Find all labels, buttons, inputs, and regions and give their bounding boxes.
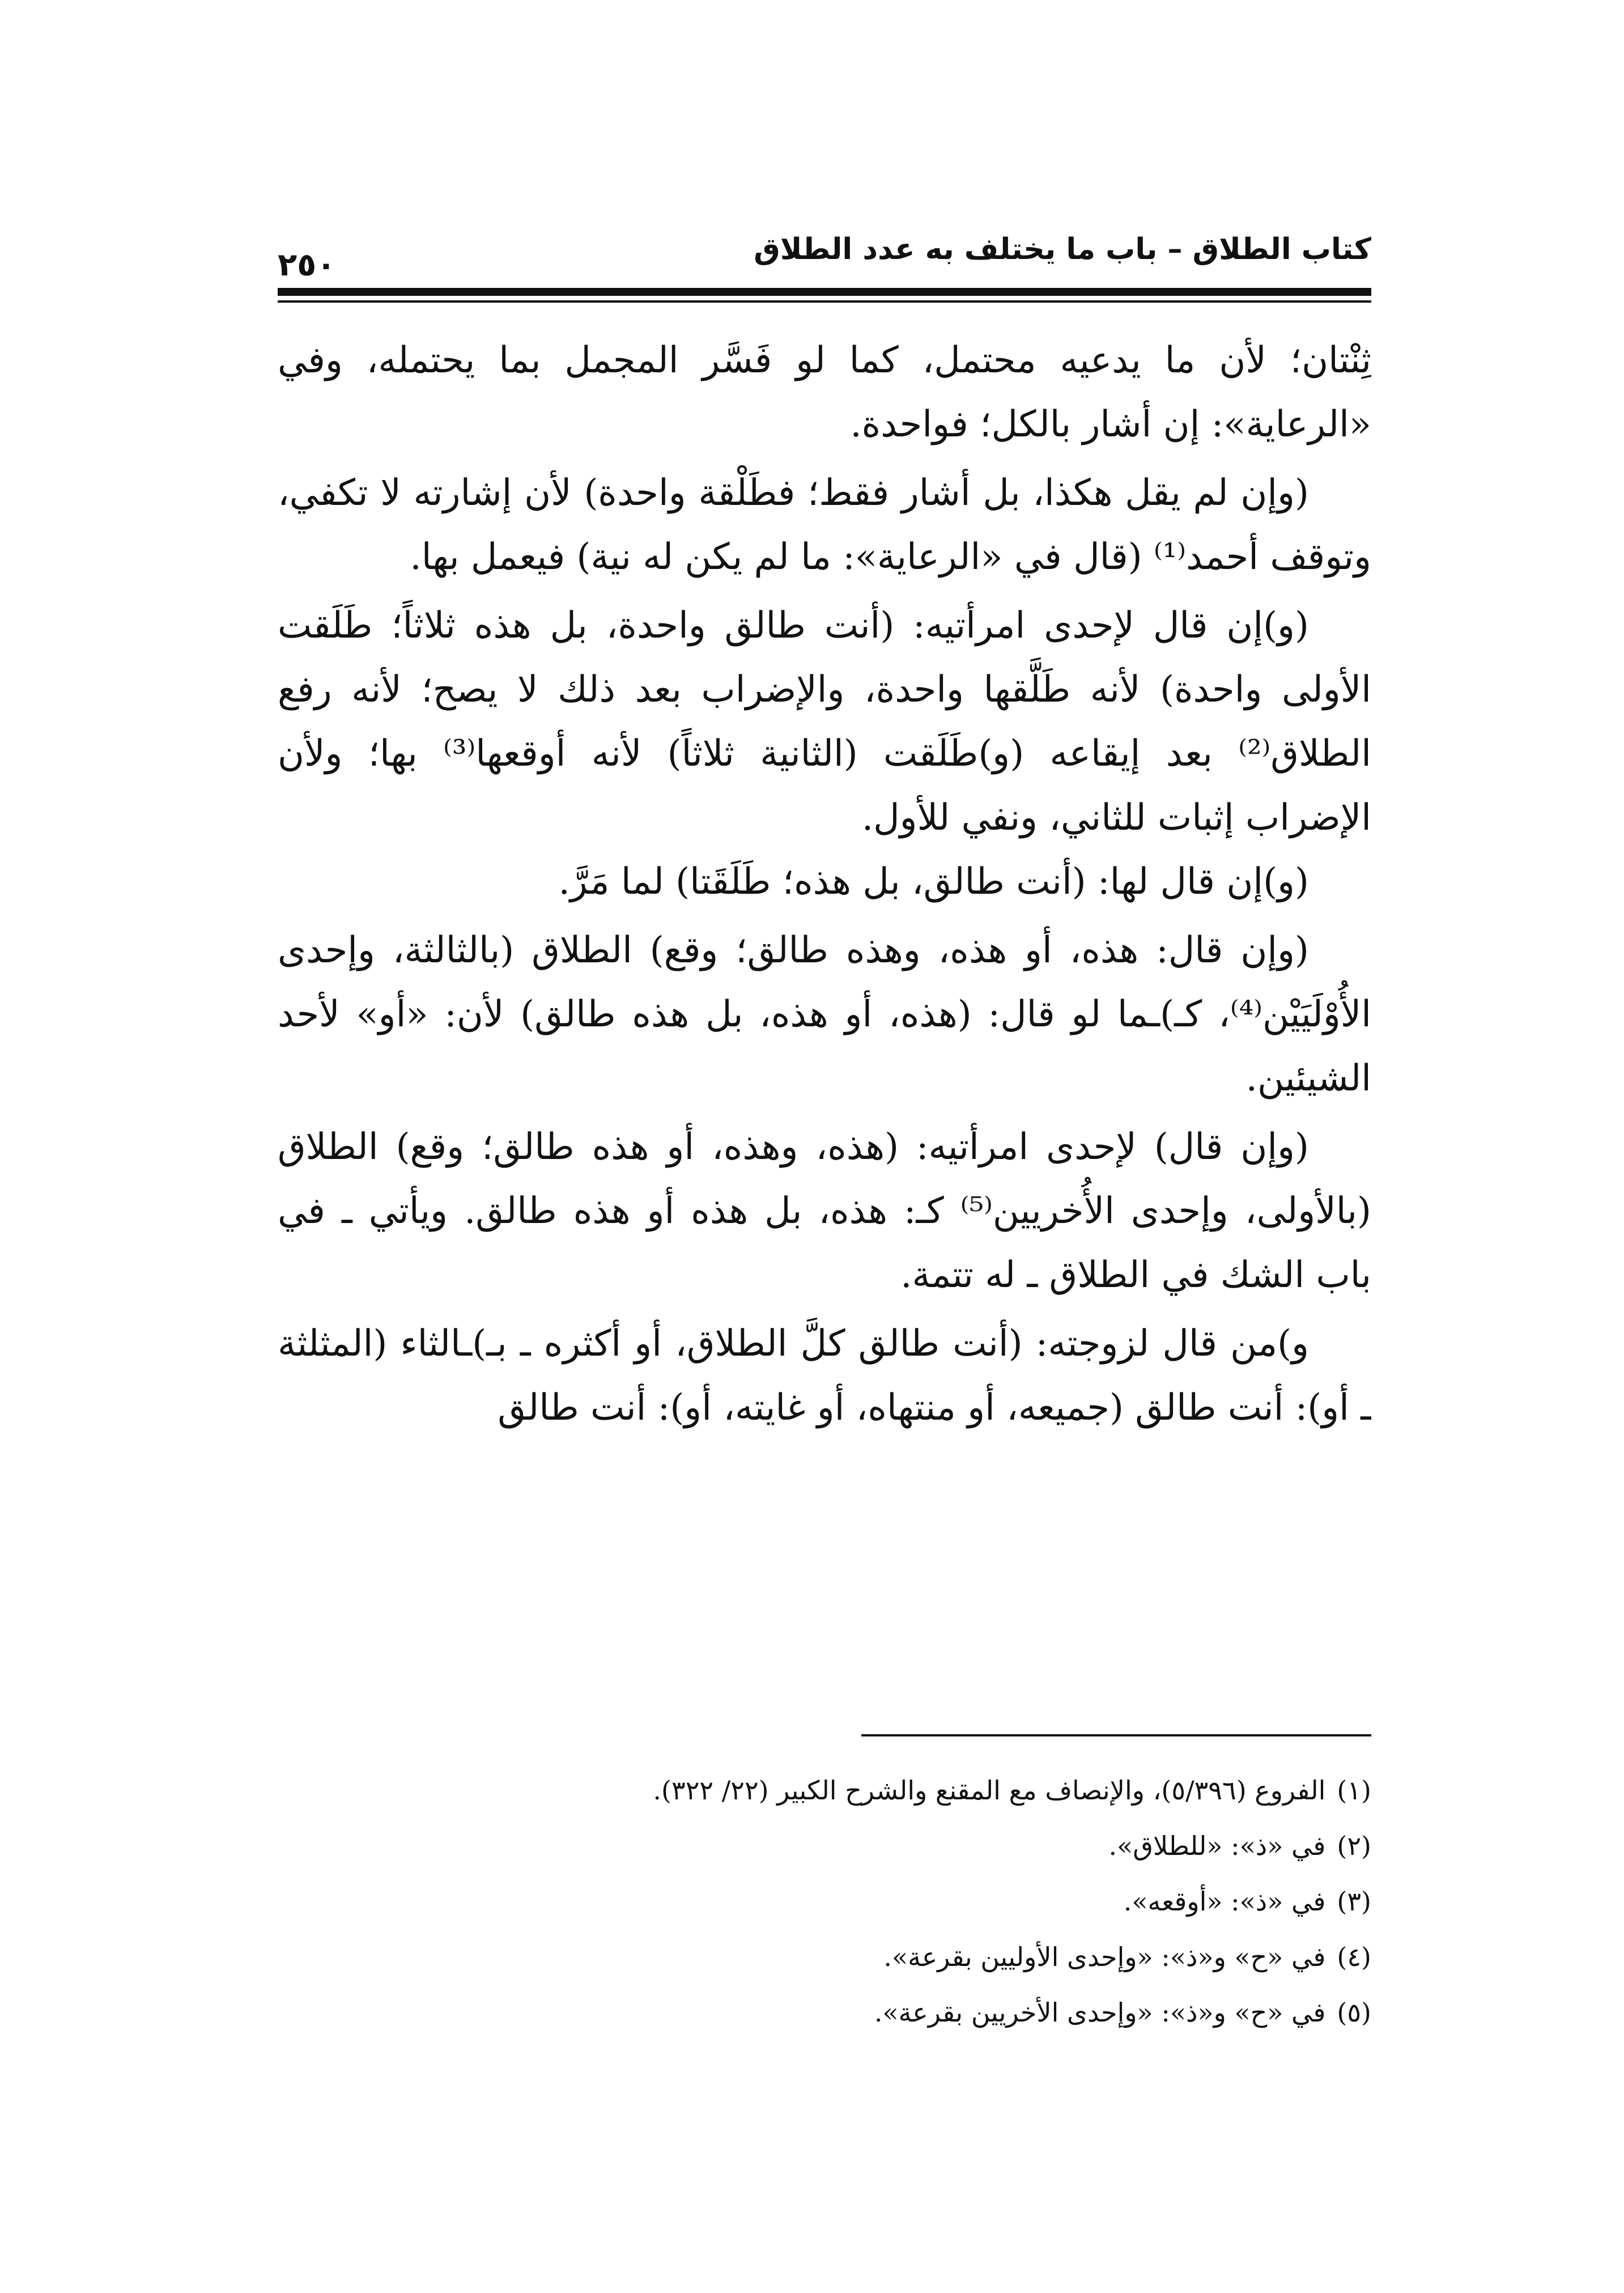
footnote [278, 1763, 1371, 1818]
header-rule-thick [278, 288, 1371, 296]
main-text [278, 329, 1371, 1661]
footnote-marker: (١) [1337, 1775, 1371, 1806]
chapter-title: كتاب الطلاق – باب ما يختلف به عدد الطلاق [754, 232, 1371, 266]
book-page [278, 215, 1371, 2086]
footnotes [278, 1763, 1371, 2040]
footnote-marker: (٥) [1337, 1997, 1371, 2028]
paragraph: و)من قال لزوجته: (أنت طالق كلَّ الطلاق، أو أكثره ـ بـ)ـالثاء (المثلثة ـ أو): أنت طالق (جميعه، أو منتهاه، أو غايته، أو): أنت طالق [278, 1323, 1371, 1429]
footnote-marker: (٣) [1337, 1886, 1371, 1917]
footnote-text: في «ح» و«ذ»: «وإحدى الأوليين بقرعة». [883, 1942, 1326, 1972]
footnote-marker: (٤) [1337, 1942, 1371, 1972]
footnote [278, 1874, 1371, 1929]
paragraph: (وإن قال: هذه، أو هذه، وهذه طالق؛ وقع) الطلاق (بالثالثة، وإحدى الأُوْلَيَيْن⁽⁴⁾، كـ)ـما لو قال: (هذه، أو هذه، بل هذه طالق) لأن: «أو» لأحد الشيئين. [278, 929, 1371, 1099]
paragraph: (وإن لم يقل هكذا، بل أشار فقط؛ فطَلْقة واحدة) لأن إشارته لا تكفي، وتوقف أحمد⁽¹⁾ (قال في «الرعاية»: ما لم يكن له نية) فيعمل بها. [278, 472, 1371, 578]
header-rule-thin [278, 300, 1371, 303]
footnote [278, 1929, 1371, 1985]
footnote [278, 1985, 1371, 2040]
footnote-text: في «ح» و«ذ»: «وإحدى الأخريين بقرعة». [874, 1997, 1326, 2028]
paragraph: ثِنْتان؛ لأن ما يدعيه محتمل، كما لو فَسَّر المجمل بما يحتمله، وفي «الرعاية»: إن أشار بالكل؛ فواحدة. [278, 339, 1371, 445]
paragraph: (و)إن قال لها: (أنت طالق، بل هذه؛ طَلَقَتا) لما مَرَّ. [558, 861, 1309, 903]
footnote-separator [861, 1734, 1371, 1736]
footnote-text: في «ذ»: «للطلاق». [1108, 1831, 1326, 1861]
running-header [278, 215, 1371, 300]
paragraph: (و)إن قال لإحدى امرأتيه: (أنت طالق واحدة، بل هذه ثلاثاً؛ طَلَقت الأولى واحدة) لأنه طَلَّقها واحدة، والإضراب بعد ذلك لا يصح؛ لأنه رفع الطلاق⁽²⁾ بعد إيقاعه (و)طَلَقت (الثانية ثلاثاً) لأنه أوقعها⁽³⁾ بها؛ ولأن الإضراب إثبات للثاني، ونفي للأول. [278, 605, 1371, 839]
footnote-text: الفروع (٥/٣٩٦)، والإنصاف مع المقنع والشرح الكبير (٢٢/ ٣٢٢). [653, 1775, 1326, 1806]
page-number: ٢٥٠ [278, 247, 336, 283]
footnote-text: في «ذ»: «أوقعه». [1123, 1886, 1326, 1917]
footnote [278, 1818, 1371, 1874]
footnote-marker: (٢) [1337, 1831, 1371, 1861]
paragraph: (وإن قال) لإحدى امرأتيه: (هذه، وهذه، أو هذه طالق؛ وقع) الطلاق (بالأولى، وإحدى الأُخريين⁽⁵⁾ كـ: هذه، بل هذه أو هذه طالق. ويأتي ـ في باب الشك في الطلاق ـ له تتمة. [278, 1126, 1371, 1296]
